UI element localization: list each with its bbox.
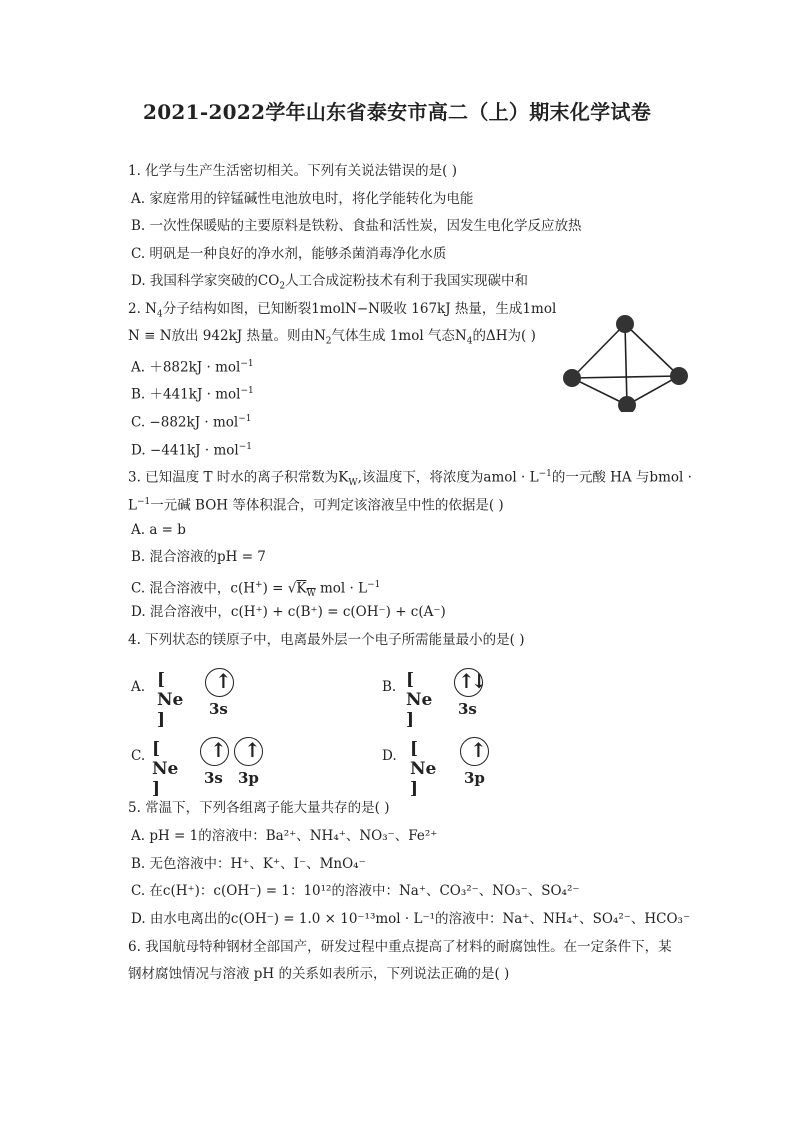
- q3-stem-line2: $L^{-1}$一元碱 BOH 等体积混合，可判定该溶液呈中性的依据是( ): [128, 497, 504, 514]
- q2-stem-line1: 2. $N_4$分子结构如图，已知断裂1molN−N吸收 167kJ 热量，生成1mol: [128, 301, 557, 320]
- q2-option-c: C. −882kJ · mol$^{-1}$: [131, 414, 252, 431]
- orbital-label-3p: 3p: [238, 769, 259, 787]
- neon-core: [ Ne ]: [152, 739, 179, 799]
- page-title: 2021-2022学年山东省泰安市高二（上）期末化学试卷: [142, 100, 652, 124]
- q5-stem: 5. 常温下，下列各组离子能大量共存的是( ): [128, 800, 390, 816]
- q2-option-d: D. −441kJ · mol$^{-1}$: [131, 442, 252, 459]
- orbital-label-3s: 3s: [209, 700, 228, 718]
- q1-option-b: B. 一次性保暖贴的主要原料是铁粉、食盐和活性炭，因发生电化学反应放热: [131, 218, 582, 234]
- q2-option-b: B. ＋441kJ · mol$^{-1}$: [131, 386, 254, 403]
- n-atom-left: [563, 369, 581, 387]
- orbital-label-3p: 3p: [464, 769, 485, 787]
- q3-option-b: B. 混合溶液的pH = 7: [131, 549, 266, 565]
- spin-up-arrow: ↑: [470, 738, 487, 762]
- n4-molecule-diagram: [560, 312, 695, 412]
- n-atom-right: [670, 367, 688, 385]
- spin-up-arrow: ↑: [244, 738, 261, 762]
- neon-core: [ Ne ]: [406, 670, 433, 730]
- spin-up-arrow: ↑: [215, 669, 232, 693]
- q4-option-d-label: D.: [382, 748, 397, 764]
- q5-option-a: A. pH = 1的溶液中：Ba²⁺、NH₄⁺、NO₃⁻、Fe²⁺: [131, 828, 438, 844]
- q5-option-c: C. 在c(H⁺)：c(OH⁻) = 1：10¹²的溶液中：Na⁺、CO₃²⁻、NO₃⁻、SO₄²⁻: [131, 883, 580, 899]
- n-atom-bottom: [618, 396, 636, 412]
- orbital-label-3s: 3s: [204, 769, 223, 787]
- q5-option-d: D. 由水电离出的c(OH⁻) = 1.0 × 10⁻¹³mol · L⁻¹的溶液中：Na⁺、NH₄⁺、SO₄²⁻、HCO₃⁻: [131, 911, 691, 927]
- q4-option-b-label: B.: [382, 679, 397, 695]
- q1-option-c: C. 明矾是一种良好的净水剂，能够杀菌消毒净化水质: [131, 246, 447, 262]
- q6-stem-line1: 6. 我国航母特种钢材全部国产，研发过程中重点提高了材料的耐腐蚀性。在一定条件下，某: [128, 939, 672, 955]
- q3-stem-line1: 3. 已知温度 T 时水的离子积常数为$K_W$,该温度下，将浓度为amol · $L^{-1}$的一元酸 HA 与bmol ·: [128, 469, 692, 489]
- q1-stem: 1. 化学与生产生活密切相关。下列有关说法错误的是( ): [128, 163, 457, 179]
- q2-stem-line2: N ≡ N放出 942kJ 热量。则由$N_2$气体生成 1mol 气态$N_4$的ΔH为( ): [128, 328, 536, 347]
- n-atom-top: [616, 315, 634, 333]
- q3-option-c: C. 混合溶液中，$c(H^+) = √K_{\overline{W}}$ mol · $L^{-1}$: [131, 580, 381, 600]
- neon-core: [ Ne ]: [410, 739, 437, 799]
- q3-option-a: A. a = b: [131, 522, 186, 538]
- spin-pair-arrows: ↑↓: [458, 669, 484, 693]
- q4-option-c-label: C.: [131, 748, 146, 764]
- q4-option-a-label: A.: [131, 679, 146, 695]
- q5-option-b: B. 无色溶液中：H⁺、K⁺、I⁻、MnO₄⁻: [131, 856, 366, 872]
- q1-option-a: A. 家庭常用的锌锰碱性电池放电时，将化学能转化为电能: [131, 191, 474, 207]
- neon-core: [ Ne ]: [157, 670, 184, 730]
- q3-option-d: D. 混合溶液中，c(H⁺) + c(B⁺) = c(OH⁻) + c(A⁻): [131, 604, 446, 620]
- q4-stem: 4. 下列状态的镁原子中，电离最外层一个电子所需能量最小的是( ): [128, 632, 525, 648]
- orbital-label-3s: 3s: [458, 700, 477, 718]
- q2-option-a: A. ＋882kJ · mol$^{-1}$: [131, 359, 254, 376]
- q1-option-d: D. 我国科学家突破的$CO_2$人工合成淀粉技术有利于我国实现碳中和: [131, 273, 529, 292]
- q6-stem-line2: 钢材腐蚀情况与溶液 pH 的关系如表所示，下列说法正确的是( ): [128, 966, 510, 982]
- spin-up-arrow: ↑: [210, 738, 227, 762]
